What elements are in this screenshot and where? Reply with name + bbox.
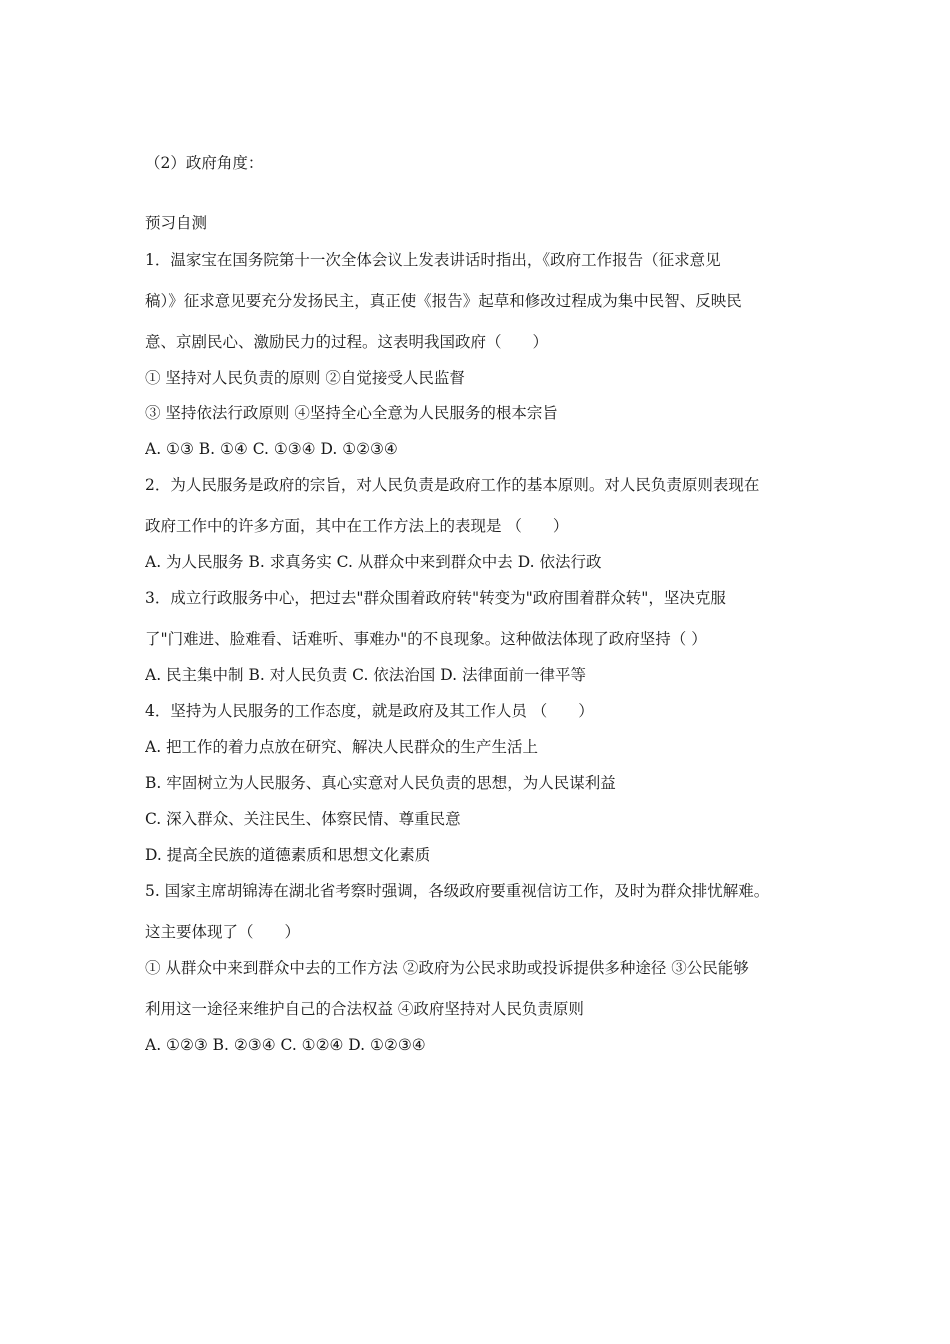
q4-option-c: C. 深入群众、关注民生、体察民情、尊重民意 — [145, 810, 461, 828]
q3-options: A. 民主集中制 B. 对人民负责 C. 依法治国 D. 法律面前一律平等 — [145, 666, 586, 684]
q4-stem: 4．坚持为人民服务的工作态度，就是政府及其工作人员 （ ） — [145, 702, 594, 720]
q3-stem-line-2: 了"门难进、脸难看、话难听、事难办"的不良现象。这种做法体现了政府坚持（ ） — [145, 630, 707, 648]
q2-stem-line-2: 政府工作中的许多方面，其中在工作方法上的表现是 （ ） — [145, 517, 569, 535]
q4-option-a: A. 把工作的着力点放在研究、解决人民群众的生产生活上 — [145, 738, 539, 756]
q2-options: A. 为人民服务 B. 求真务实 C. 从群众中来到群众中去 D. 依法行政 — [145, 553, 602, 571]
q5-stem-line-1: 5. 国家主席胡锦涛在湖北省考察时强调，各级政府要重视信访工作，及时为群众排忧解难。 — [145, 882, 770, 900]
q1-statements-line-2: ③ 坚持依法行政原则 ④坚持全心全意为人民服务的根本宗旨 — [145, 404, 558, 422]
q5-statements-line-1: ① 从群众中来到群众中去的工作方法 ②政府为公民求助或投诉提供多种途径 ③公民能够 — [145, 959, 749, 977]
q1-statements-line-1: ① 坚持对人民负责的原则 ②自觉接受人民监督 — [145, 369, 465, 387]
q5-statements-line-2: 利用这一途径来维护自己的合法权益 ④政府坚持对人民负责原则 — [145, 1000, 584, 1018]
q1-stem-line-1: 1．温家宝在国务院第十一次全体会议上发表讲话时指出，《政府工作报告（征求意见 — [145, 251, 721, 269]
q1-options: A. ①③ B. ①④ C. ①③④ D. ①②③④ — [145, 440, 398, 458]
q2-stem-line-1: 2．为人民服务是政府的宗旨，对人民负责是政府工作的基本原则。对人民负责原则表现在 — [145, 476, 760, 494]
q4-option-d: D. 提高全民族的道德素质和思想文化素质 — [145, 846, 431, 864]
q5-stem-line-2: 这主要体现了（ ） — [145, 923, 301, 941]
q3-stem-line-1: 3．成立行政服务中心，把过去"群众围着政府转"转变为"政府围着群众转"，坚决克服 — [145, 589, 726, 607]
q5-options: A. ①②③ B. ②③④ C. ①②④ D. ①②③④ — [145, 1036, 426, 1054]
section-heading: （2）政府角度： — [145, 154, 264, 172]
q1-stem-line-3: 意、京剧民心、激励民力的过程。这表明我国政府（ ） — [145, 333, 549, 351]
q4-option-b: B. 牢固树立为人民服务、真心实意对人民负责的思想，为人民谋利益 — [145, 774, 616, 792]
q1-stem-line-2: 稿）》征求意见要充分发扬民主，真正使《报告》起草和修改过程成为集中民智、反映民 — [145, 292, 742, 310]
preview-heading: 预习自测 — [145, 214, 208, 232]
